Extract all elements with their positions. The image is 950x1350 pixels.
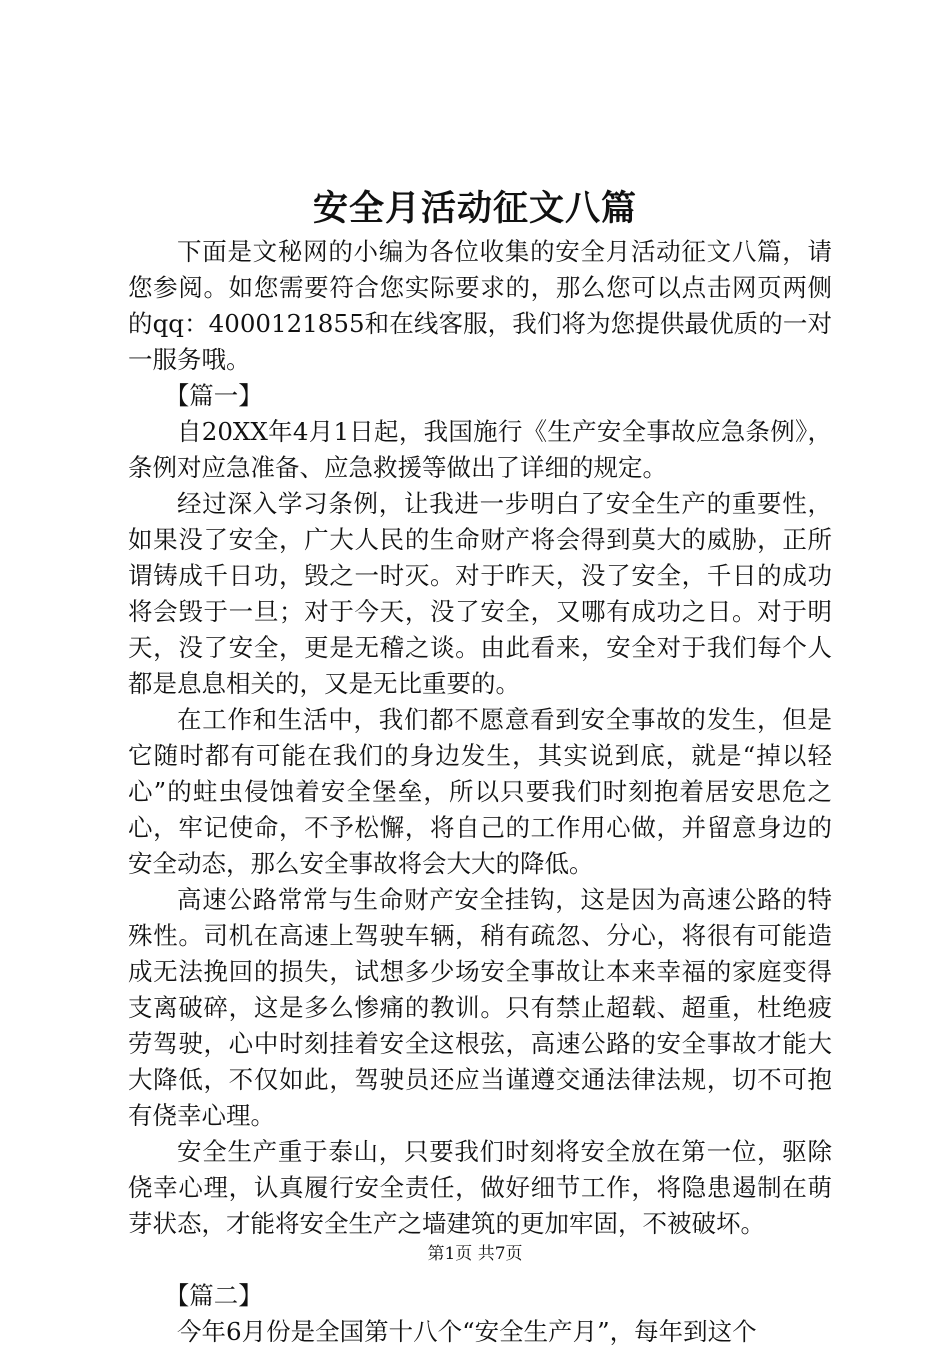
paragraph: 安全生产重于泰山，只要我们时刻将安全放在第一位，驱除侥幸心理，认真履行安全责任，做好细节工作，将隐患遏制在萌芽状态，才能将安全生产之墙建筑的更加牢固，不被破坏。 xyxy=(128,1137,832,1238)
paragraph: 经过深入学习条例，让我进一步明白了安全生产的重要性，如果没了安全，广大人民的生命财产将会得到莫大的威胁，正所谓铸成千日功，毁之一时灭。对于昨天，没了安全，千日的成功将会毁于一旦；对于今天，没了安全，又哪有成功之日。对于明天，没了安全，更是无稽之谈。由此看来，安全对于我们每个人都是息息相关的，又是无比重要的。 xyxy=(128,489,832,698)
paragraph: 自20XX年4月1日起，我国施行《生产安全事故应急条例》，条例对应急准备、应急救援等做出了详细的规定。 xyxy=(128,417,832,482)
document-title: 安全月活动征文八篇 xyxy=(312,188,637,229)
section-heading-1: 【篇一】 xyxy=(164,381,263,410)
document-body xyxy=(128,234,832,1350)
paragraph: 在工作和生活中，我们都不愿意看到安全事故的发生，但是它随时都有可能在我们的身边发生，其实说到底，就是“掉以轻心”的蛀虫侵蚀着安全堡垒，所以只要我们时刻抱着居安思危之心，牢记使命，不予松懈，将自己的工作用心做，并留意身边的安全动态，那么安全事故将会大大的降低。 xyxy=(128,705,832,878)
paragraph: 今年6月份是全国第十八个“安全生产月”，每年到这个 xyxy=(177,1317,757,1346)
section-heading-2: 【篇二】 xyxy=(164,1281,263,1310)
intro-paragraph: 下面是文秘网的小编为各位收集的安全月活动征文八篇，请您参阅。如您需要符合您实际要求的，那么您可以点击网页两侧的qq：4000121855和在线客服，我们将为您提供最优质的一对一服务哦。 xyxy=(128,237,832,374)
page-number-footer: 第1页 共7页 xyxy=(427,1244,523,1264)
paragraph: 高速公路常常与生命财产安全挂钩，这是因为高速公路的特殊性。司机在高速上驾驶车辆，稍有疏忽、分心，将很有可能造成无法挽回的损失，试想多少场安全事故让本来幸福的家庭变得支离破碎，这是多么惨痛的教训。只有禁止超载、超重，杜绝疲劳驾驶，心中时刻挂着安全这根弦，高速公路的安全事故才能大大降低，不仅如此，驾驶员还应当谨遵交通法律法规，切不可抱有侥幸心理。 xyxy=(128,885,832,1130)
